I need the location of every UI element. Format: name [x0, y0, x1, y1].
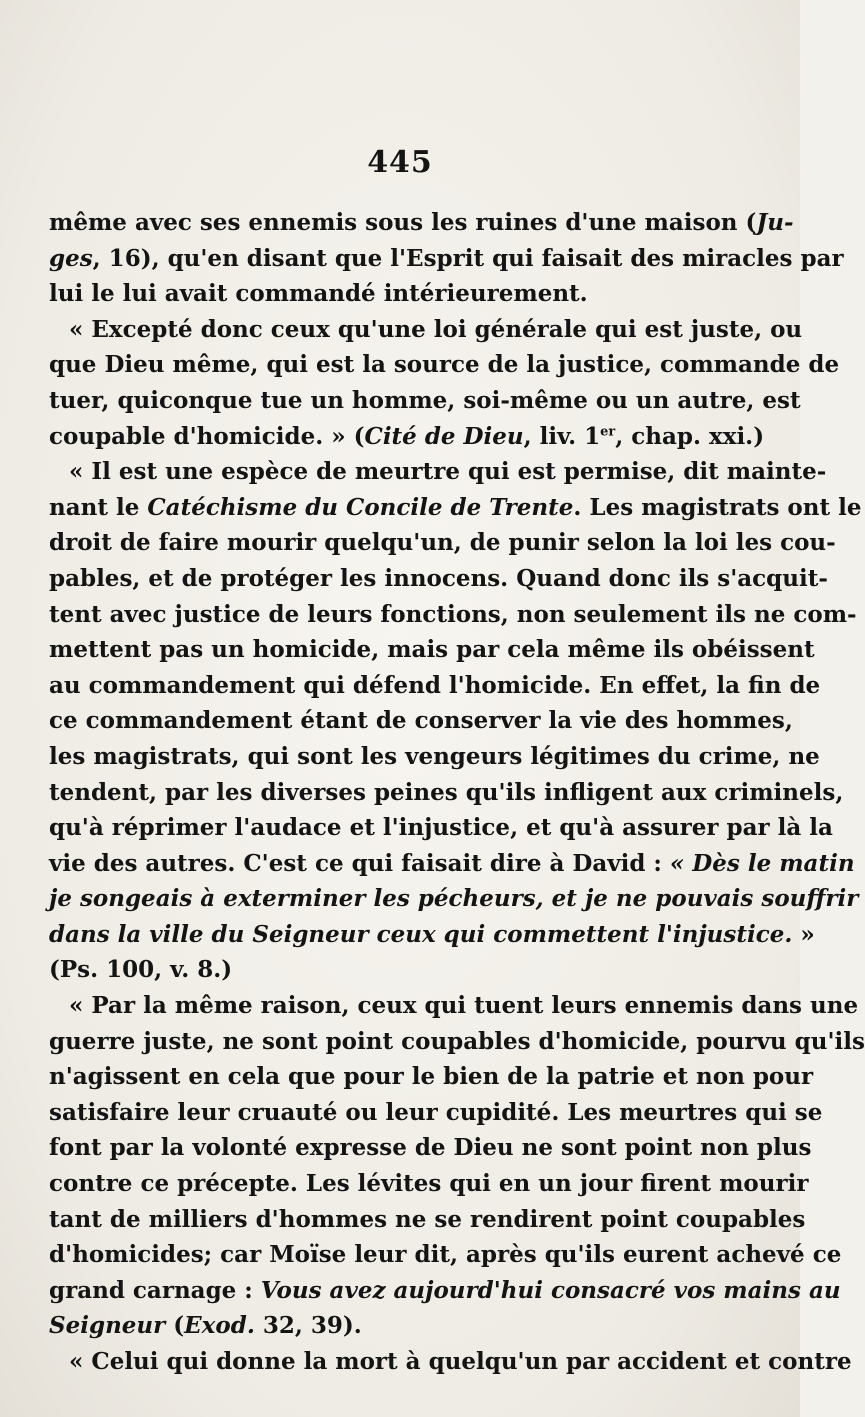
- text-run: tant de milliers d'hommes ne se rendirent point coupables: [49, 1205, 806, 1233]
- text-run: »: [792, 920, 815, 948]
- text-line: [49, 597, 857, 633]
- text-line: [49, 1237, 842, 1273]
- text-line: [49, 1059, 814, 1095]
- text-run: coupable d'homicide. » (: [49, 422, 365, 450]
- text-line: [49, 881, 859, 917]
- text-run: d'homicides; car Moïse leur dit, après qu'ils eurent achevé ce: [49, 1241, 842, 1269]
- text-line: [49, 1095, 823, 1131]
- text-run: ce commandement étant de conserver la vie des hommes,: [49, 707, 793, 735]
- text-run: « Par la même raison, ceux qui tuent leurs ennemis dans une: [69, 992, 859, 1020]
- text-line: [49, 1024, 865, 1060]
- text-run: que Dieu même, qui est la source de la justice, commande de: [49, 351, 840, 379]
- text-line: [49, 347, 840, 383]
- text-line: [49, 241, 844, 277]
- text-run: satisfaire leur cruauté ou leur cupidité. Les meurtres qui se: [49, 1098, 823, 1126]
- text-line: [49, 454, 827, 490]
- text-run: « Excepté donc ceux qu'une loi générale qui est juste, ou: [69, 315, 803, 343]
- text-line: [49, 1166, 809, 1202]
- italic-run: je songeais à exterminer les pécheurs, et je ne pouvais souffrir: [49, 885, 859, 913]
- text-run: droit de faire mourir quelqu'un, de punir selon la loi les cou-: [49, 529, 836, 557]
- text-line: [49, 561, 828, 597]
- text-line: [49, 668, 821, 704]
- text-run: , liv. 1: [523, 422, 601, 450]
- italic-run: Catéchisme du Concile de Trente: [147, 493, 574, 521]
- text-run: guerre juste, ne sont point coupables d'homicide, pourvu qu'ils: [49, 1027, 865, 1055]
- text-line: [49, 383, 801, 419]
- text-run: au commandement qui défend l'homicide. En effet, la fin de: [49, 671, 821, 699]
- text-line: [49, 917, 815, 953]
- text-run: n'agissent en cela que pour le bien de la patrie et non pour: [49, 1063, 814, 1091]
- text-run: nant le: [49, 493, 148, 521]
- text-run: « Il est une espèce de meurtre qui est permise, dit mainte-: [69, 458, 827, 486]
- text-line: [49, 952, 751, 988]
- text-line: [49, 703, 793, 739]
- text-line: [49, 1202, 806, 1238]
- italic-run: Seigneur: [49, 1312, 166, 1340]
- text-run: lui le lui avait commandé intérieurement.: [49, 280, 588, 308]
- text-line: [49, 739, 820, 775]
- text-run: (Ps. 100, v. 8.): [49, 956, 233, 984]
- text-run: vie des autres. C'est ce qui faisait dire à David :: [49, 849, 670, 877]
- text-run: 32, 39).: [254, 1312, 362, 1340]
- body-text: [49, 205, 865, 1380]
- text-line: [49, 1308, 751, 1344]
- text-run: font par la volonté expresse de Dieu ne sont point non plus: [49, 1134, 812, 1162]
- italic-run: Exod.: [184, 1312, 255, 1340]
- italic-run: « Dès le matin: [669, 849, 855, 877]
- text-line: [49, 1344, 852, 1380]
- italic-run: dans la ville du Seigneur ceux qui commettent l'injustice.: [49, 920, 793, 948]
- text-line: [49, 632, 815, 668]
- italic-run: Ju-: [756, 209, 794, 236]
- text-run: les magistrats, qui sont les vengeurs légitimes du crime, ne: [49, 742, 820, 770]
- text-run: (: [165, 1312, 185, 1340]
- italic-run: Vous avez aujourd'hui consacré vos mains au: [260, 1276, 841, 1304]
- text-line: [49, 810, 833, 846]
- italic-run: Cité de Dieu: [364, 422, 524, 450]
- text-run: pables, et de protéger les innocens. Quand donc ils s'acquit-: [49, 564, 828, 592]
- text-line: [49, 205, 794, 241]
- page-number: 445: [367, 145, 433, 180]
- text-line: [49, 525, 836, 561]
- text-run: tent avec justice de leurs fonctions, non seulement ils ne com-: [49, 600, 857, 628]
- text-run: tuer, quiconque tue un homme, soi-même ou un autre, est: [49, 386, 801, 414]
- text-run: qu'à réprimer l'audace et l'injustice, et qu'à assurer par là la: [49, 814, 833, 842]
- text-line: [49, 419, 765, 455]
- text-run: mettent pas un homicide, mais par cela même ils obéissent: [49, 636, 815, 664]
- text-run: contre ce précepte. Les lévites qui en un jour firent mourir: [49, 1170, 809, 1198]
- text-line: [49, 312, 803, 348]
- superscript: er: [600, 423, 616, 439]
- text-line: [49, 846, 855, 882]
- text-line: [49, 775, 844, 811]
- text-line: [49, 490, 862, 526]
- text-line: [49, 1130, 812, 1166]
- text-run: . Les magistrats ont le: [573, 493, 862, 521]
- text-line: [49, 988, 859, 1024]
- text-run: grand carnage :: [49, 1276, 261, 1304]
- text-line: [49, 276, 751, 312]
- text-run: « Celui qui donne la mort à quelqu'un par accident et contre: [69, 1348, 852, 1375]
- text-run: tendent, par les diverses peines qu'ils infligent aux criminels,: [49, 778, 844, 806]
- italic-run: ges: [49, 244, 93, 272]
- text-run: même avec ses ennemis sous les ruines d'une maison (: [49, 209, 757, 236]
- text-run: , chap. xxi.): [615, 422, 765, 450]
- text-run: , 16), qu'en disant que l'Esprit qui faisait des miracles par: [92, 244, 844, 272]
- text-line: [49, 1273, 841, 1309]
